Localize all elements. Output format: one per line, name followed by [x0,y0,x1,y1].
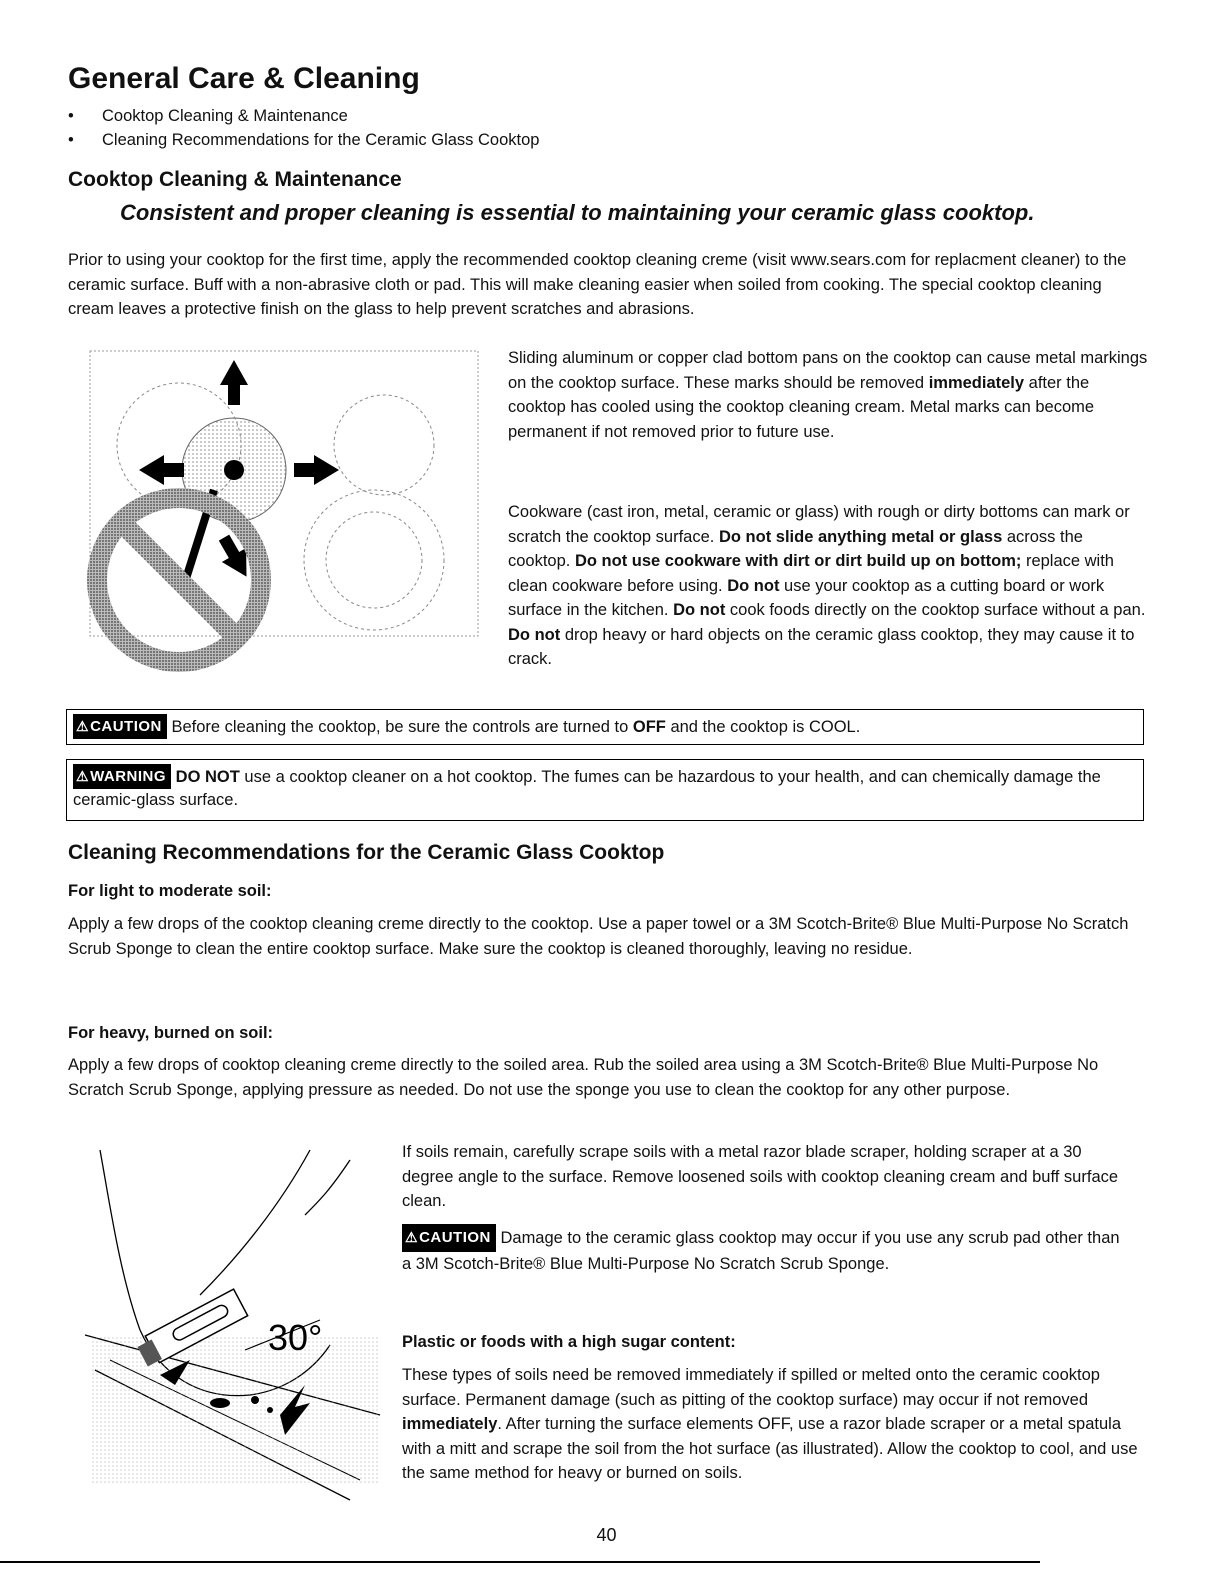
heavy-soil-heading: For heavy, burned on soil: [68,1024,274,1042]
warning-triangle-icon: ⚠ [405,1229,419,1245]
warning-notice: ⚠WARNING DO NOT use a cooktop cleaner on a hot cooktop. The fumes can be hazardous to your health, and can chemically damage the ceramic-glass surface. [66,759,1144,821]
heavy-soil-paragraph: Apply a few drops of cooktop cleaning creme directly to the soiled area. Rub the soiled area using a 3M Scotch-Brite® Blue Multi-Purpose No Scratch Scrub Sponge, applying pressure as needed. Do not use the sponge you use to clean the cooktop for any other purpose. [68,1056,1099,1099]
section-heading-maintenance: Cooktop Cleaning & Maintenance [68,168,402,191]
cookware-paragraph: Cookware (cast iron, metal, ceramic or glass) with rough or dirty bottoms can mark or scratch the cooktop surface. Do not slide anything metal or glass across the cooktop. Do not use cookware with dirt or dirt build up on bottom; replace with clean cookware before using. Do not use your cooktop as a cutting board or work surface in the kitchen. Do not cook foods directly on the cooktop surface without a pan. Do not drop heavy or hard objects on the ceramic glass cooktop, they may cause it to crack. [508,503,1146,668]
toc-item: • Cleaning Recommendations for the Ceramic Glass Cooktop [68,128,539,152]
angle-label: 30° [268,1317,323,1358]
sugar-paragraph: These types of soils need be removed immediately if spilled or melted onto the ceramic cooktop surface. Permanent damage (such as pitting of the cooktop surface) may occur if not removed immediately. After turning the surface elements OFF, use a razor blade scraper or a metal spatula with a mitt and scrape the soil from the hot surface (as illustrated). Allow the cooktop to cool, and use the same method for heavy or burned on soils. [402,1366,1138,1482]
warning-badge: ⚠WARNING [73,764,171,789]
bottom-rule [0,1561,1040,1563]
section-heading-recommendations: Cleaning Recommendations for the Ceramic Glass Cooktop [68,841,665,864]
light-soil-paragraph: Apply a few drops of the cooktop cleaning creme directly to the cooktop. Use a paper towel or a 3M Scotch-Brite® Blue Multi-Purpose No Scratch Scrub Sponge to clean the entire cooktop surface. Make sure the cooktop is cleaned thoroughly, leaving no residue. [68,915,1129,958]
toc-list [68,104,539,152]
page-number: 40 [596,1525,617,1545]
sliding-pans-paragraph: Sliding aluminum or copper clad bottom pans on the cooktop can cause metal markings on the cooktop surface. These marks should be removed immediately after the cooktop has cooled using the cooktop cleaning cream. Metal marks can become permanent if not removed prior to future use. [508,349,1148,441]
caution-notice: ⚠CAUTION Before cleaning the cooktop, be sure the controls are turned to OFF and the cooktop is COOL. [66,709,1144,745]
page-title: General Care & Cleaning [68,62,420,95]
scraper-paragraph: If soils remain, carefully scrape soils with a metal razor blade scraper, holding scraper at a 30 degree angle to the surface. Remove loosened soils with cooktop cleaning cream and buff surface clean. [402,1143,1119,1210]
no-sliding-illustration [84,345,484,675]
warning-triangle-icon: ⚠ [76,718,90,734]
scraper-illustration [80,1145,390,1505]
scrub-pad-caution: ⚠CAUTION Damage to the ceramic glass cooktop may occur if you use any scrub pad other than a 3M Scotch-Brite® Blue Multi-Purpose No Scratch Scrub Sponge. [402,1224,1122,1276]
intro-paragraph: Prior to using your cooktop for the first time, apply the recommended cooktop cleaning creme (visit www.sears.com for replacment cleaner) to the ceramic surface. Buff with a non-abrasive cloth or pad. This will make cleaning easier when soiled from cooking. The special cooktop cleaning cream leaves a protective finish on the glass to help prevent scratches and abrasions. [68,251,1127,318]
light-soil-heading: For light to moderate soil: [68,882,272,900]
caution-badge: ⚠CAUTION [73,714,167,739]
warning-triangle-icon: ⚠ [76,768,90,784]
toc-item: • Cooktop Cleaning & Maintenance [68,104,539,128]
tagline: Consistent and proper cleaning is essential to maintaining your ceramic glass cooktop. [120,200,1035,225]
caution-badge: ⚠CAUTION [402,1224,496,1252]
sugar-heading: Plastic or foods with a high sugar content: [402,1333,736,1351]
